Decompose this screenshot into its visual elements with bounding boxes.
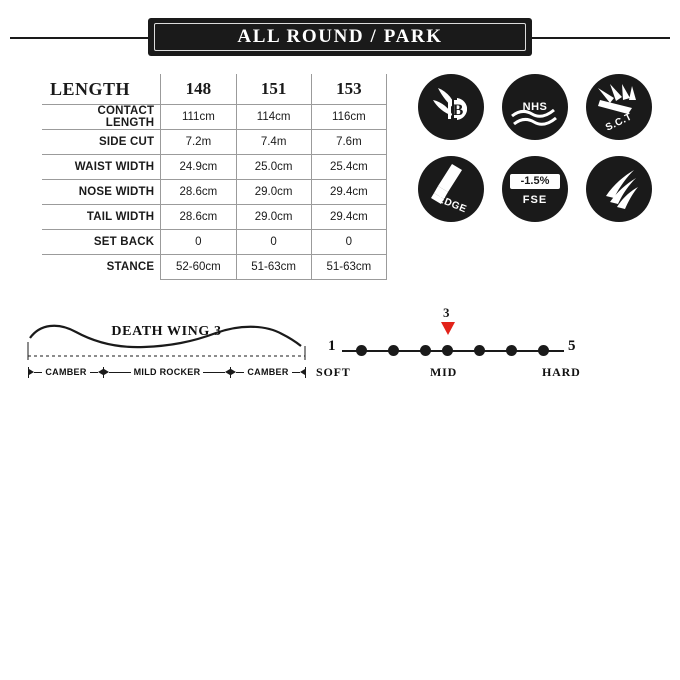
- flex-marker-value: 3: [443, 305, 450, 320]
- flex-marker-arrow-icon: [441, 322, 455, 335]
- row-value: 0: [236, 230, 311, 255]
- bamboo-icon: [418, 74, 484, 140]
- flex-dot-selected: [442, 345, 453, 356]
- badge-edge: [418, 156, 484, 222]
- page-header: [0, 18, 680, 58]
- arrow-left-icon: [98, 369, 103, 375]
- table-header-size-148: 148: [161, 74, 236, 105]
- legend-line: [109, 372, 131, 373]
- table-row: [42, 230, 387, 255]
- arrow-left-icon: [300, 369, 305, 375]
- row-value: 7.2m: [161, 130, 236, 155]
- legend-segment-camber-2: [231, 364, 305, 380]
- page-title: ALL ROUND / PARK: [237, 26, 443, 47]
- arrow-left-icon: [225, 369, 230, 375]
- legend-tick: [305, 367, 306, 378]
- row-value: 29.4cm: [311, 205, 386, 230]
- legend-label: MILD ROCKER: [133, 367, 201, 377]
- flex-label-mid: MID: [430, 365, 458, 379]
- row-value: 51-63cm: [236, 255, 311, 280]
- table-header-size-153: 153: [311, 74, 386, 105]
- flex-max-value: 5: [568, 338, 576, 354]
- badge-sct: [586, 74, 652, 140]
- row-label: TAIL WIDTH: [42, 205, 161, 230]
- badge-label: S.C.T: [603, 111, 635, 134]
- row-value: 111cm: [161, 105, 236, 130]
- table-row: [42, 130, 387, 155]
- table-row: [42, 155, 387, 180]
- legend-line: [34, 372, 42, 373]
- table-row: [42, 255, 387, 280]
- flex-min-value: 1: [328, 338, 336, 354]
- wing-icon: [586, 156, 652, 222]
- table-row: [42, 180, 387, 205]
- camber-profile: [24, 312, 309, 387]
- row-value: 25.4cm: [311, 155, 386, 180]
- flex-scale: [316, 300, 590, 390]
- table-row: [42, 205, 387, 230]
- row-label: WAIST WIDTH: [42, 155, 161, 180]
- row-value: 29.0cm: [236, 205, 311, 230]
- flex-label-hard: HARD: [542, 365, 581, 379]
- row-value: 52-60cm: [161, 255, 236, 280]
- flex-dot: [420, 345, 431, 356]
- row-value: 28.6cm: [161, 205, 236, 230]
- badge-nhs: [502, 74, 568, 140]
- table-header-row: [42, 74, 387, 105]
- row-value: 114cm: [236, 105, 311, 130]
- flex-label-soft: SOFT: [316, 365, 351, 379]
- badge-label: FSE: [522, 194, 548, 206]
- header-banner: [148, 18, 532, 56]
- row-label: SIDE CUT: [42, 130, 161, 155]
- row-value: 25.0cm: [236, 155, 311, 180]
- row-value: 29.0cm: [236, 180, 311, 205]
- profile-name: DEATH WING 3: [111, 324, 222, 339]
- row-label: CONTACT LENGTH: [42, 105, 161, 130]
- row-value: 0: [311, 230, 386, 255]
- row-label: NOSE WIDTH: [42, 180, 161, 205]
- badge-label: NHS: [522, 101, 548, 113]
- badge-bamboo: [418, 74, 484, 140]
- table-header-size-151: 151: [236, 74, 311, 105]
- flex-dot: [538, 345, 549, 356]
- badge-wing: [586, 156, 652, 222]
- row-value: 0: [161, 230, 236, 255]
- table-header-length: LENGTH: [42, 74, 161, 105]
- spec-table: [42, 74, 387, 280]
- badge-fse: [502, 156, 568, 222]
- row-value: 24.9cm: [161, 155, 236, 180]
- row-value: 51-63cm: [311, 255, 386, 280]
- flex-dot: [388, 345, 399, 356]
- table-row: [42, 105, 387, 130]
- row-value: 28.6cm: [161, 180, 236, 205]
- row-label: STANCE: [42, 255, 161, 280]
- flex-dot: [474, 345, 485, 356]
- flex-dot: [356, 345, 367, 356]
- badge-label: EDGE: [435, 193, 469, 216]
- row-value: 7.4m: [236, 130, 311, 155]
- legend-line: [236, 372, 244, 373]
- flex-track: [342, 350, 564, 352]
- profile-legend: [28, 364, 306, 380]
- row-value: 116cm: [311, 105, 386, 130]
- svg-text:B: B: [452, 102, 464, 119]
- flex-dot: [506, 345, 517, 356]
- legend-segment-mild-rocker: [104, 364, 230, 380]
- row-label: SET BACK: [42, 230, 161, 255]
- legend-line: [292, 372, 300, 373]
- legend-label: CAMBER: [45, 367, 87, 377]
- legend-segment-camber-1: [29, 364, 103, 380]
- row-value: 7.6m: [311, 130, 386, 155]
- legend-label: CAMBER: [247, 367, 289, 377]
- fse-value: -1.5%: [510, 174, 560, 189]
- legend-line: [90, 372, 98, 373]
- row-value: 29.4cm: [311, 180, 386, 205]
- legend-line: [203, 372, 225, 373]
